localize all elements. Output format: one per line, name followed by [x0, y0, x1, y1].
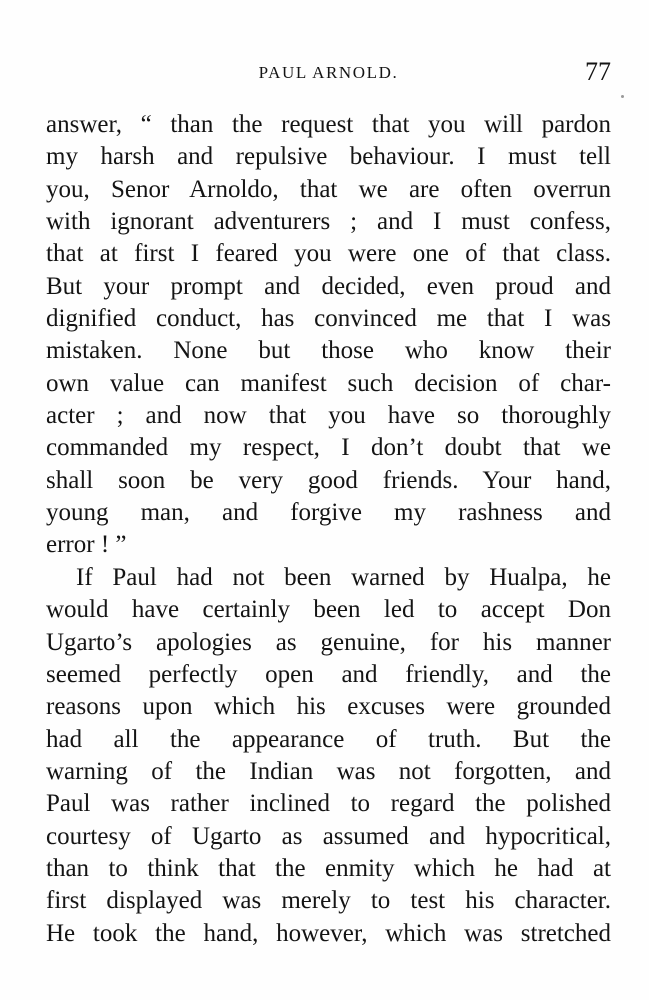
text-line: Ugarto’s apologies as genuine, for his manner	[46, 628, 611, 656]
text-line: you, Senor Arnoldo, that we are often overrun	[46, 175, 611, 203]
text-line: first displayed was merely to test his character.	[46, 887, 611, 915]
text-line: He took the hand, however, which was stretched	[46, 919, 611, 947]
text-line: warning of the Indian was not forgotten, and	[46, 757, 611, 785]
text-line: shall soon be very good friends. Your hand,	[46, 466, 611, 494]
page-number: 77	[585, 57, 611, 86]
text-line: own value can manifest such decision of char-	[46, 369, 611, 397]
body-text	[46, 109, 611, 950]
text-line: answer, “ than the request that you will pardon	[46, 111, 611, 138]
text-line: than to think that the enmity which he had at	[46, 854, 611, 882]
text-line: had all the appearance of truth. But the	[46, 725, 611, 753]
page-header	[46, 57, 611, 93]
text-line: mistaken. None but those who know their	[46, 337, 611, 365]
text-line: Paul was rather inclined to regard the polished	[46, 790, 611, 818]
text-line: with ignorant adventurers ; and I must confess,	[46, 208, 611, 236]
text-line: young man, and forgive my rashness and	[46, 499, 611, 527]
text-line: commanded my respect, I don’t doubt that we	[46, 434, 611, 462]
text-line: error ! ”	[46, 531, 127, 559]
paragraph-first-line: If Paul had not been warned by Hualpa, he	[76, 563, 611, 591]
running-head: PAUL ARNOLD.	[258, 63, 399, 82]
text-line: would have certainly been led to accept Don	[46, 596, 611, 624]
text-line: reasons upon which his excuses were grounded	[46, 693, 611, 721]
text-line: courtesy of Ugarto as assumed and hypocritical,	[46, 822, 611, 850]
text-line: acter ; and now that you have so thoroughly	[46, 402, 611, 430]
text-line: that at first I feared you were one of that class.	[46, 240, 611, 268]
text-line: dignified conduct, has convinced me that I was	[46, 305, 611, 333]
text-line: But your prompt and decided, even proud and	[46, 272, 611, 300]
text-line: my harsh and repulsive behaviour. I must tell	[46, 143, 611, 171]
print-speck	[621, 95, 624, 98]
text-line: seemed perfectly open and friendly, and the	[46, 660, 611, 688]
